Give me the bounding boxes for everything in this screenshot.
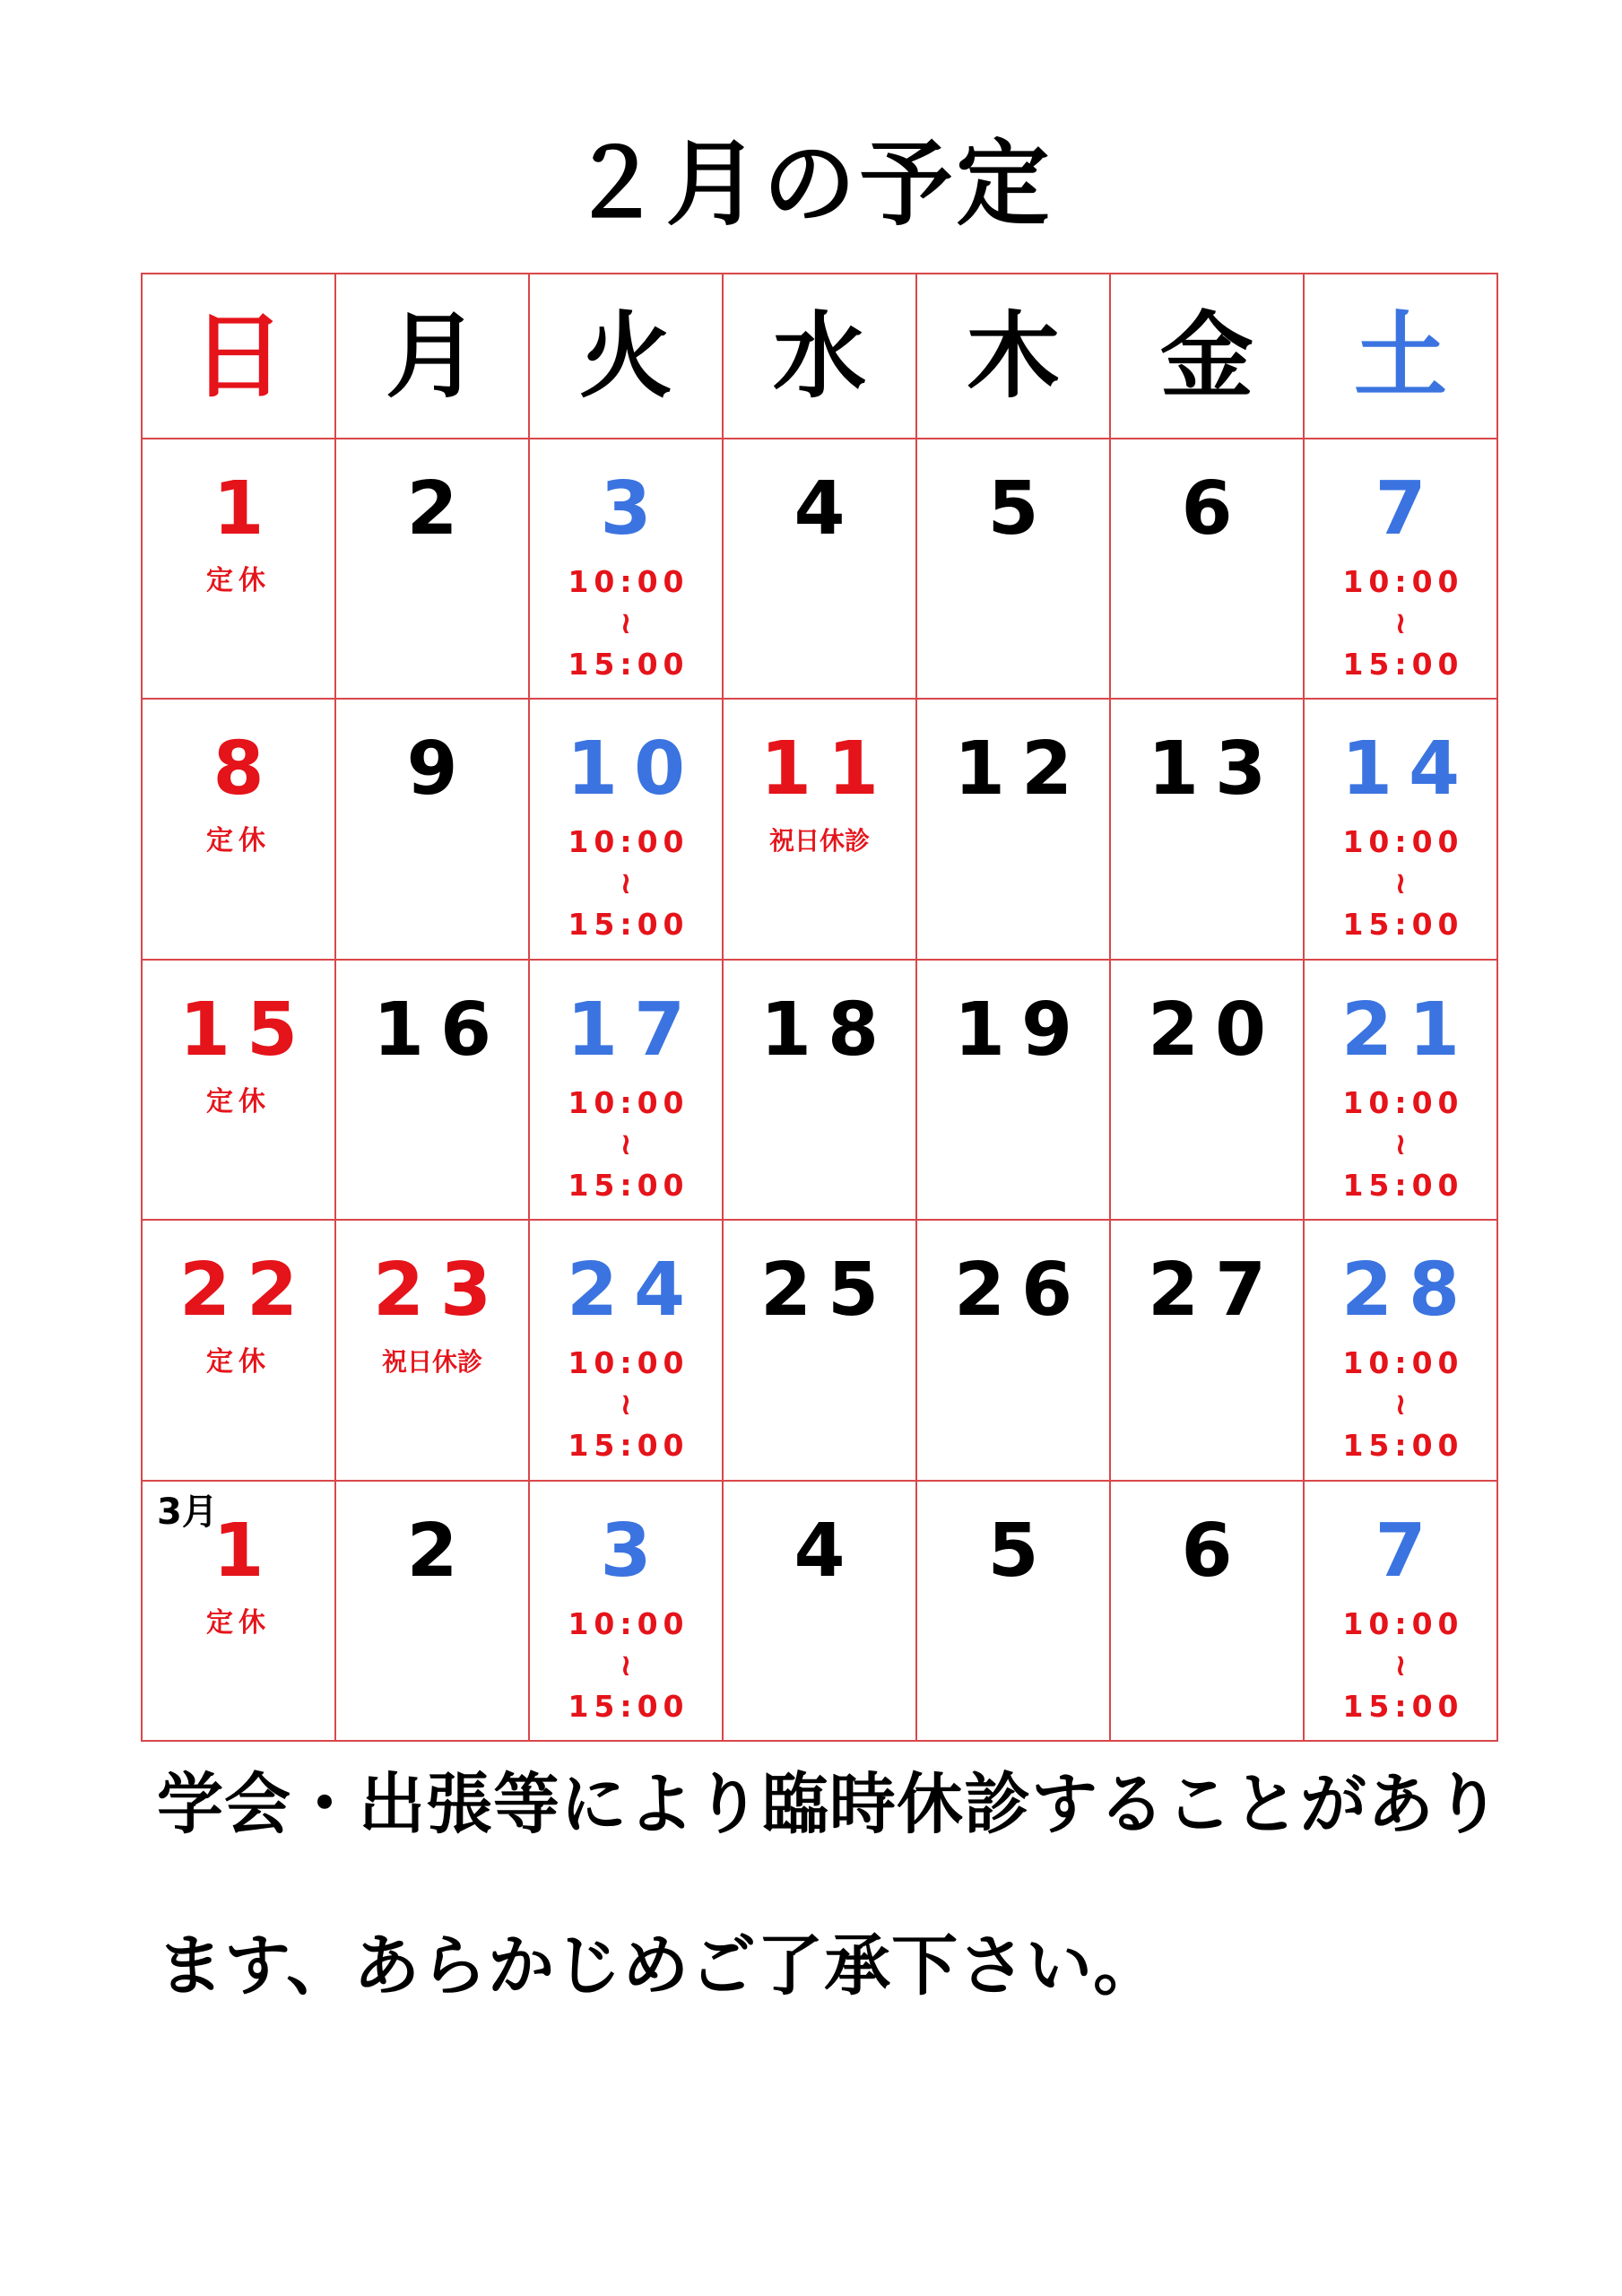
- weekday-header-cell: [335, 274, 529, 439]
- day-number: 1: [213, 466, 281, 552]
- day-note: 祝日休診: [381, 1347, 482, 1378]
- week-row: [142, 1220, 1497, 1480]
- weekday-label: 月: [385, 301, 479, 412]
- hours-open: 10:00: [568, 824, 690, 860]
- week-row: [142, 960, 1497, 1220]
- day-cell: [1110, 439, 1304, 699]
- hours-range-mark: ≀: [620, 1126, 632, 1162]
- day-number: 22: [178, 1248, 315, 1334]
- day-cell: [529, 1481, 723, 1741]
- day-number: 17: [566, 987, 702, 1073]
- day-number: 20: [1147, 987, 1283, 1073]
- week-row: [142, 1481, 1497, 1741]
- calendar-table: [141, 273, 1498, 1742]
- day-number: 8: [213, 726, 281, 813]
- day-cell: [142, 960, 335, 1220]
- day-number: 15: [178, 987, 315, 1073]
- week-row: [142, 699, 1497, 959]
- day-number: 24: [566, 1248, 702, 1334]
- day-number: 4: [794, 466, 862, 552]
- hours-range-mark: ≀: [620, 1387, 632, 1423]
- day-number: 19: [953, 987, 1089, 1073]
- hours-close: 15:00: [568, 1428, 690, 1464]
- weekday-header-cell: [529, 274, 723, 439]
- day-note: 定休: [206, 565, 271, 597]
- day-cell: [1304, 1481, 1497, 1741]
- day-cell: [529, 699, 723, 959]
- day-number: 27: [1147, 1248, 1283, 1334]
- weekday-header-row: [142, 274, 1497, 439]
- weekday-header-cell: [916, 274, 1110, 439]
- hours-open: 10:00: [1342, 564, 1464, 600]
- day-cell: [142, 1481, 335, 1741]
- hours-range-mark: ≀: [620, 865, 632, 902]
- day-cell: [1110, 960, 1304, 1220]
- day-number: 16: [372, 987, 508, 1073]
- day-number: 2: [406, 1508, 474, 1594]
- page-title: ２月の予定: [568, 129, 1054, 239]
- day-cell: [142, 1220, 335, 1480]
- hours-close: 15:00: [1342, 907, 1464, 943]
- weekday-header-cell: [1110, 274, 1304, 439]
- hours-close: 15:00: [568, 647, 690, 683]
- hours-open: 10:00: [568, 1345, 690, 1381]
- day-number: 3: [600, 466, 668, 552]
- day-number: 13: [1147, 726, 1283, 813]
- notice-line-1: 学会・出張等により臨時休診することがあり: [157, 1766, 1502, 1843]
- hours-open: 10:00: [1342, 1605, 1464, 1641]
- day-number: 26: [953, 1248, 1089, 1334]
- day-cell: [335, 1481, 529, 1741]
- day-number: 4: [794, 1508, 862, 1594]
- day-number: 7: [1375, 1508, 1443, 1594]
- hours-close: 15:00: [568, 1688, 690, 1724]
- day-number: 28: [1340, 1248, 1477, 1334]
- day-cell: [529, 439, 723, 699]
- day-cell: [723, 439, 916, 699]
- weekday-label: 日: [191, 301, 285, 412]
- day-number: 23: [372, 1248, 508, 1334]
- day-cell: [335, 439, 529, 699]
- weekday-label: 木: [966, 301, 1060, 412]
- hours-close: 15:00: [1342, 1688, 1464, 1724]
- day-cell: [1304, 439, 1497, 699]
- day-number: 6: [1181, 466, 1249, 552]
- hours-open: 10:00: [568, 1084, 690, 1120]
- day-cell: [335, 699, 529, 959]
- day-number: 5: [987, 466, 1055, 552]
- weekday-label: 土: [1353, 301, 1447, 412]
- day-cell: [916, 1481, 1110, 1741]
- day-number: 10: [566, 726, 702, 813]
- hours-range-mark: ≀: [620, 605, 632, 642]
- week-row: [142, 439, 1497, 699]
- day-number: 9: [406, 726, 474, 813]
- day-cell: [335, 1220, 529, 1480]
- hours-range-mark: ≀: [1394, 605, 1407, 642]
- hours-range-mark: ≀: [620, 1647, 632, 1683]
- weekday-label: 火: [578, 301, 672, 412]
- weekday-label: 金: [1159, 301, 1253, 412]
- hours-open: 10:00: [1342, 1084, 1464, 1120]
- day-number: 25: [759, 1248, 896, 1334]
- day-cell: [1110, 1220, 1304, 1480]
- day-number: 5: [987, 1508, 1055, 1594]
- month-marker: 3月: [157, 1491, 218, 1533]
- hours-range-mark: ≀: [1394, 1647, 1407, 1683]
- day-number: 12: [953, 726, 1089, 813]
- day-note: 定休: [206, 1606, 271, 1639]
- hours-range-mark: ≀: [1394, 1126, 1407, 1162]
- day-cell: [529, 960, 723, 1220]
- hours-open: 10:00: [568, 1605, 690, 1641]
- day-cell: [916, 960, 1110, 1220]
- day-cell: [916, 1220, 1110, 1480]
- weekday-label: 水: [772, 301, 866, 412]
- hours-open: 10:00: [568, 564, 690, 600]
- day-cell: [1110, 699, 1304, 959]
- day-cell: [723, 699, 916, 959]
- weekday-header-cell: [723, 274, 916, 439]
- weekday-header-cell: [1304, 274, 1497, 439]
- day-cell: [1304, 960, 1497, 1220]
- hours-range-mark: ≀: [1394, 1387, 1407, 1423]
- notice-line-2: ます、あらかじめご了承下さい。: [157, 1927, 1161, 2005]
- hours-close: 15:00: [1342, 1167, 1464, 1203]
- hours-open: 10:00: [1342, 1345, 1464, 1381]
- weekday-header-cell: [142, 274, 335, 439]
- hours-range-mark: ≀: [1394, 865, 1407, 902]
- day-note: 定休: [206, 1085, 271, 1118]
- day-cell: [142, 439, 335, 699]
- hours-close: 15:00: [1342, 1428, 1464, 1464]
- day-cell: [1304, 699, 1497, 959]
- day-number: 7: [1375, 466, 1443, 552]
- day-number: 1: [213, 1508, 281, 1594]
- day-number: 3: [600, 1508, 668, 1594]
- day-cell: [916, 699, 1110, 959]
- day-number: 6: [1181, 1508, 1249, 1594]
- day-cell: [723, 960, 916, 1220]
- day-cell: [335, 960, 529, 1220]
- day-cell: [529, 1220, 723, 1480]
- day-cell: [142, 699, 335, 959]
- day-number: 18: [759, 987, 896, 1073]
- day-number: 21: [1340, 987, 1477, 1073]
- day-cell: [723, 1220, 916, 1480]
- day-cell: [723, 1481, 916, 1741]
- day-number: 11: [759, 726, 896, 813]
- hours-close: 15:00: [568, 1167, 690, 1203]
- hours-close: 15:00: [1342, 647, 1464, 683]
- day-cell: [916, 439, 1110, 699]
- day-number: 2: [406, 466, 474, 552]
- day-cell: [1304, 1220, 1497, 1480]
- hours-open: 10:00: [1342, 824, 1464, 860]
- day-cell: [1110, 1481, 1304, 1741]
- day-note: 定休: [206, 825, 271, 857]
- day-note: 祝日休診: [768, 826, 870, 857]
- day-number: 14: [1340, 726, 1477, 813]
- day-note: 定休: [206, 1346, 271, 1378]
- hours-close: 15:00: [568, 907, 690, 943]
- calendar-body: [142, 274, 1497, 1741]
